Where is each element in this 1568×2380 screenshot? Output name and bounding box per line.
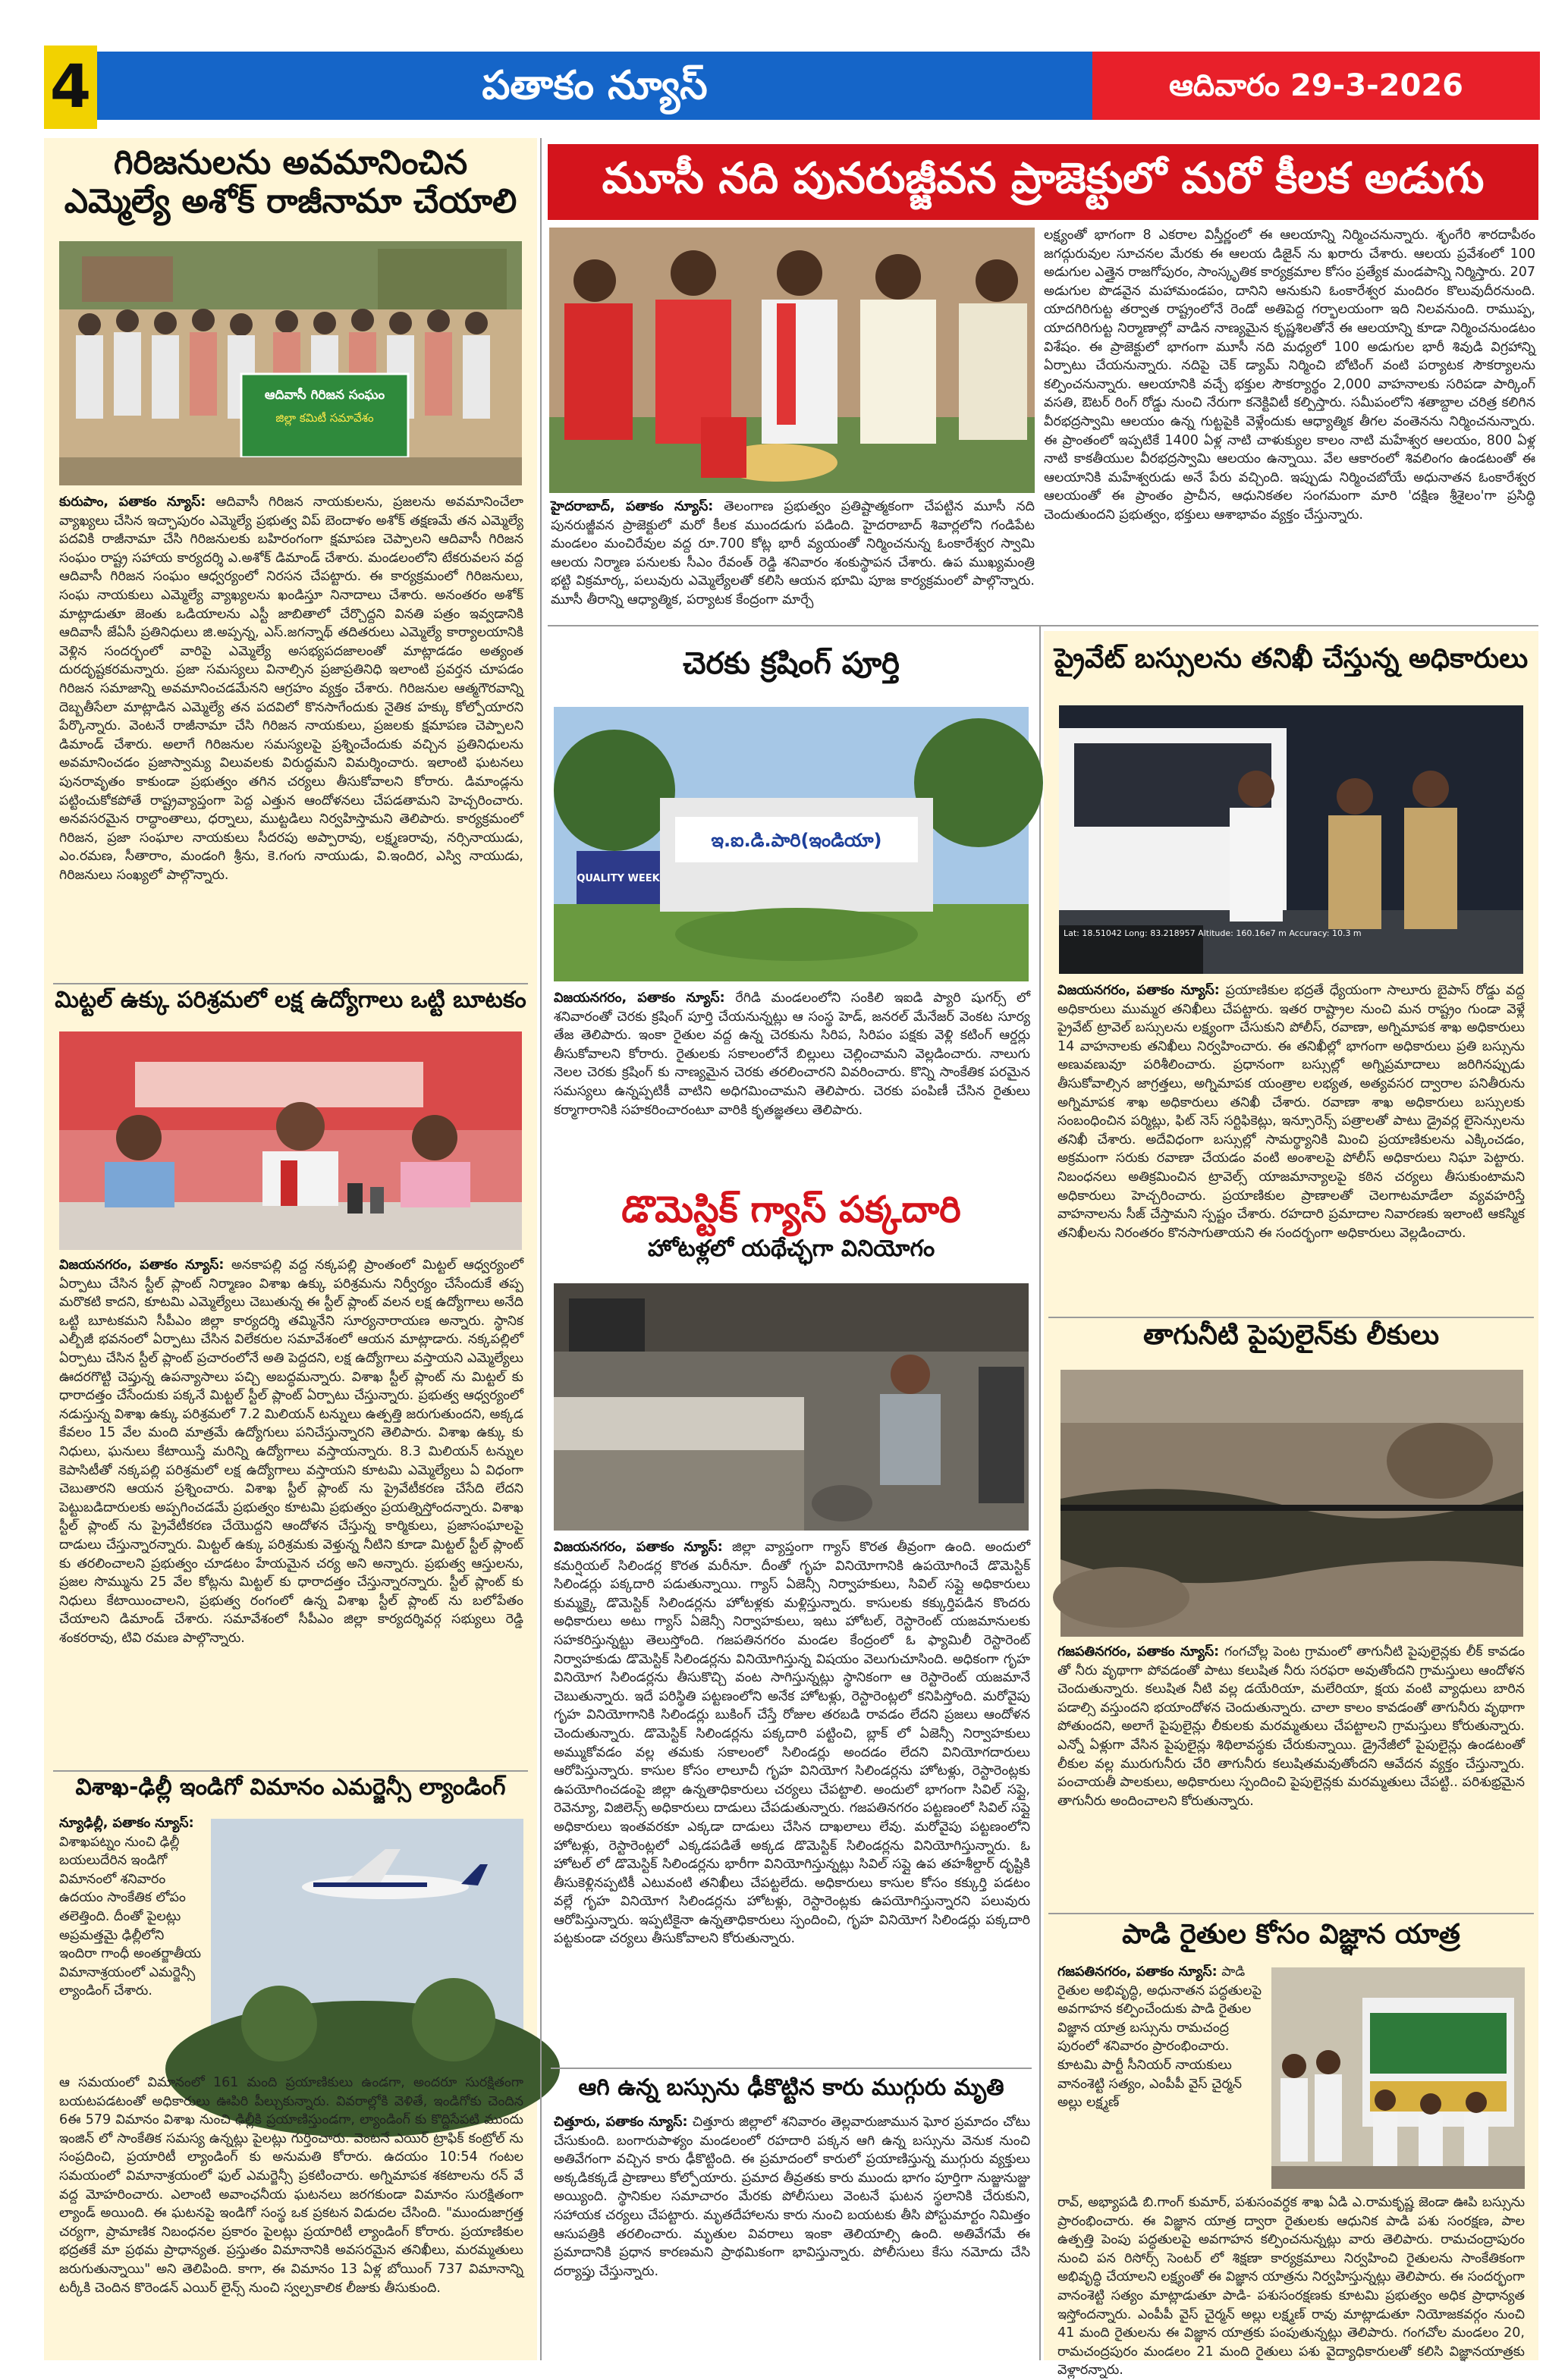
story2-headline: మిట్టల్ ఉక్కు పరిశ్రమలో లక్ష ఉద్యోగాలు ఒట్టి బూటకం (55, 987, 526, 1013)
story1-headline-line2: ఎమ్మెల్యే అశోక్ రాజీనామా చేయాలి (64, 181, 517, 221)
story1-dateline: కురుపాం, పతాకం న్యూస్: (59, 495, 206, 510)
divider (548, 625, 1538, 626)
story3-side (59, 1814, 203, 2072)
paper-name: పతాకం న్యూస్ (482, 63, 708, 108)
story6-subheadline: హోటళ్లలో యథేచ్ఛగా వినియోగం (647, 1236, 935, 1262)
story5-photo (554, 707, 1029, 981)
story2-body (59, 1256, 523, 1764)
banner-text-2: జిల్లా కమిటీ సమావేశం (275, 411, 374, 425)
story4-body-left (551, 498, 1035, 619)
story8-body (1057, 981, 1525, 1312)
geotag-text: Lat: 18.51042 Long: 83.218957 Altitude: 160.16e7 m Accuracy: 10.3 m (1064, 928, 1362, 938)
story9-body (1057, 1643, 1525, 1908)
story1-photo (59, 241, 522, 485)
divider (53, 983, 528, 984)
story4-text: తెలంగాణ ప్రభుత్వం ప్రతిష్టాత్మకంగా చేపట్టిన మూసీ నది పునరుజ్జీవన ప్రాజెక్టులో మరో కీలక ముందడుగు పడింది. హైదరాబాద్ శివార్లలోని గండిపేట మండలం మంచిరేవుల వద్ద రూ.700 కోట్ల భారీ వ్యయంతో నిర్మించనున్న ఓంకారేశ్వర స్వామి ఆలయ నిర్మాణ పనులకు సీఎం రేవంత్ రెడ్డి శనివారం శంకుస్థాపన చేశారు. ఉప ముఖ్యమంత్రి భట్టి విక్రమార్క, పలువురు ఎమ్మెల్యేలతో కలిసి ఆయన భూమి పూజ కార్యక్రమంలో పాల్గొన్నారు. మూసీ తీరాన్ని ఆధ్యాత్మిక, పర్యాటక కేంద్రంగా మార్చే (551, 499, 1035, 608)
story1-headline (53, 144, 528, 221)
story3-headline: విశాఖ-ఢిల్లీ ఇండిగో విమానం ఎమర్జెన్సీ ల్యాండింగ్ (75, 1774, 506, 1801)
story5-dateline: విజయనగరం, పతాకం న్యూస్: (554, 991, 725, 1006)
story8-dateline: విజయనగరం, పతాకం న్యూస్: (1057, 983, 1220, 998)
issue-date: ఆదివారం 29-3-2026 (1168, 68, 1464, 103)
column-divider (540, 138, 542, 2360)
press-meet-photo (59, 1031, 522, 1250)
farmers-yatra-photo (1271, 1967, 1525, 2189)
banner-text-1: ఆదివాసీ గిరిజన సంఘం (264, 388, 385, 403)
story9-dateline: గజపతినగరం, పతాకం న్యూస్: (1057, 1644, 1220, 1659)
story7-text: చిత్తూరు జిల్లాలో శనివారం తెల్లవారుజామున ఘోర ప్రమాదం చోటు చేసుకుంది. బంగారుపాళ్యం మండలంలో రహదారి పక్కన ఆగి ఉన్న బస్సును వెనుక నుంచి అతివేగంగా వచ్చిన కారు ఢీకొట్టింది. ఈ ప్రమాదంలో కారులో ప్రయాణిస్తున్న ముగ్గురు వ్యక్తులు అక్కడికక్కడే ప్రాణాలు కోల్పోయారు. ప్రమాద తీవ్రతకు కారు ముందు భాగం పూర్తిగా నుజ్జునుజ్జు అయ్యింది. స్థానికుల సమాచారం మేరకు పోలీసులు వెంటనే ఘటన స్థలానికి చేరుకుని, సహాయక చర్యలు చేపట్టారు. మృతదేహాలను కారు నుంచి బయటకు తీసి పోస్టుమార్టం నిమిత్తం ఆసుపత్రికి తరలించారు. మృతుల వివరాలు ఇంకా తెలియాల్సి ఉంది. అతివేగమే ఈ ప్రమాదానికి ప్రధాన కారణమని ప్రాథమికంగా భావిస్తున్నారు. పోలీసులు కేసు నమోదు చేసి దర్యాప్తు చేస్తున్నారు. (554, 2115, 1031, 2279)
story4-headline: మూసీ నది పునరుజ్జీవన ప్రాజెక్టులో మరో కీలక అడుగు (602, 154, 1485, 203)
story10-text: రావ్, అభ్యాపడి బి.గాంగ్ కుమార్, పశుసంవర్ధక శాఖ ఏడి ఎ.రామకృష్ణ జెండా ఊపి బస్సును ప్రారంభించారు. ఈ విజ్ఞాన యాత్ర ద్వారా రైతులకు ఆధునిక పాడి పశు సంరక్షణ, పాల ఉత్పత్తి పెంపు పద్ధతులపై అవగాహన కల్పించనున్నట్లు వారు తెలిపారు. రామచంద్రాపురం నుంచి పన రిసోర్స్ సెంటర్ లో శిక్షణా కార్యక్రమాలు నిర్వహించి రైతులను సాంకేతికంగా అభివృద్ధి చేయాలని లక్ష్యంతో ఈ విజ్ఞాన యాత్రను నిర్వహిస్తున్నట్లు తెలిపారు. ఈ సందర్భంగా వానంశెట్టి సత్యం మాట్లాడుతూ పాడి- పశుసంరక్షణకు కూటమి ప్రభుత్వం అధిక ప్రాధాన్యత ఇస్తోందన్నారు. ఎంపీపీ వైస్ చైర్మన్ అల్లు లక్ష్మణ్ రావు మాట్లాడుతూ నియోజకవర్గం నుంచి 41 మంది రైతులను ఈ విజ్ఞాన యాత్రకు పంపుతున్నట్లు తెలిపారు. గంగచోల మండలం 20, రామచంద్రపురం మండలం 21 మంది రైతులు పశు వైద్యాధికారులతో కలిసి విజ్ఞానయాత్రకు వెళ్లారన్నారు. (1057, 2195, 1525, 2378)
story10-side-text: పాడి రైతుల అభివృద్ధి, అధునాతన పద్ధతులపై అవగాహన కల్పించేందుకు పాడి రైతుల విజ్ఞాన యాత్ర బస్సును రామచంద్ర పురంలో శనివారం ప్రారంభించారు. కూటమి పార్టీ సీనియర్ నాయకులు వానంశెట్టి సత్యం, ఎంపీపీ వైస్ చైర్మన్ అల్లు లక్ష్మణ్ (1057, 1964, 1262, 2111)
story6-body (554, 1538, 1030, 2061)
story4-text-right: లక్ష్యంతో భాగంగా 8 ఎకరాల విస్తీర్ణంలో ఈ ఆలయాన్ని నిర్మించనున్నారు. శృంగేరి శారదాపీఠం జగద్గురువుల సూచనల మేరకు ఈ ఆలయ డిజైన్ ను ఖరారు చేశారు. ఆలయ ప్రవేశంలో 100 అడుగుల ఎత్తైన రాజగోపురం, సాంస్కృతిక కార్యక్రమాల కోసం ప్రత్యేక మండపాన్ని నిర్మిస్తారు. 207 అడుగుల పొడవైన మహామండపం, దానిని ఆనుకుని ఓంకారేశ్వర మందిరం కొలువుదీరనుంది. యాదగిరిగుట్ట తర్వాత రాష్ట్రంలోనే రెండో అతిపెద్ద గర్భాలయంగా ఇది నిలవనుంది. రాముప్ప, యాదగిరిగుట్ట నిర్మాణాల్లో వాడిన నాణ్యమైన కృష్ణశిలతోనే ఈ ఆలయాన్ని కూడా నిర్మించనుండటం విశేషం. ఈ ప్రాజెక్టులో భాగంగా మూసీ నది మధ్యలో 100 అడుగుల భారీ శివుడి విగ్రహాన్ని ఏర్పాటు చేయనున్నారు. నదిపై చెక్ డ్యామ్ నిర్మించి బోటింగ్ వంటి పర్యాటక సౌకర్యాలను కల్పించనున్నారు. ఆలయానికి వచ్చే భక్తుల సౌకర్యార్థం 2,000 వాహనాలకు సరిపడా పార్కింగ్ వసతి, ఔటర్ రింగ్ రోడ్డు నుంచి నేరుగా కనెక్టివిటీ కల్పిస్తారు. సమీపంలోని శతాబ్దాల చరిత్ర కలిగిన వీరభద్రస్వామి ఆలయం ఉన్న గుట్టపైకి వెళ్లేందుకు ఆధ్యాత్మిక తీగల వంతెనను నిర్మించనున్నారు. ఈ ప్రాంతంలో ఇప్పటికే 1400 ఏళ్ల నాటి చాళుక్యుల కాలం నాటి మహేశ్వర ఆలయం, 800 ఏళ్ల నాటి కాకతీయుల వీరభద్రస్వామి ఆలయం ఉన్నాయి. వేల ఆకారంలో శివలింగం ఉండటంతో ఈ ఆలయానికి మహేశ్వరుడు అనే పేరు వచ్చింది. ఇప్పుడు నిర్మించబోయే అధునాతన ఓంకారేశ్వర ఆలయంతో ఈ ప్రాంతం ప్రాచీన, ఆధునికతల సంగమంగా మారి 'దక్షిణ శ్రీశైలం'గా ప్రసిద్ధి చెందుతుందని ప్రభుత్వం, భక్తులు ఆశాభావం వ్యక్తం చేస్తున్నారు. (1044, 228, 1535, 523)
divider (53, 1770, 528, 1772)
pipeline-leak-photo (1061, 1370, 1523, 1637)
story2-photo (59, 1031, 522, 1250)
story9-photo (1061, 1370, 1523, 1637)
factory-board-text: ఇ.ఐ.డి.పారి(ఇండియా) (711, 830, 882, 851)
story1-text: ఆదివాసీ గిరిజన నాయకులను, ప్రజలను అవమానించేలా వ్యాఖ్యలు చేసిన ఇచ్ఛాపురం ఎమ్మెల్యే ప్రభుత్వ విప్ బెందాళం అశోక్ తక్షణమే తన ఎమ్మెల్యే పదవికి రాజీనామా చేసి గిరిజనులకు బహిరంగంగా క్షమాపణ చెప్పాలని ఆదివాసీ గిరిజన సంఘం రాష్ట్ర సహాయ కార్యదర్శి ఎ.అశోక్ డిమాండ్ చేశారు. మండలంలోని టేకరువలస వద్ద ఆదివాసీ గిరిజన సంఘం ఆధ్వర్యంలో నిరసన చేపట్టారు. ఈ కార్యక్రమంలో గిరిజనులు, సంఘ నాయకులు ఎమ్మెల్యే వ్యాఖ్యలను ఖండిస్తూ నినాదాలు చేశారు. అనంతరం అశోక్ మాట్లాడుతూ జెంతు ఒడియాలను ఎస్టీ జాబితాలో చేర్చొద్దని వినతి పత్రం ఇవ్వడానికి ఆదివాసీ జేఏసీ ప్రతినిధులు జి.అప్పన్న, ఎస్.జగన్నాథ్ తదితరులు ఎమ్మెల్యే కార్యాలయానికి వెళ్లిన సందర్భంలో వారిపై ఎమ్మెల్యే అసభ్యపదజాలంతో మాట్లాడడం అత్యంత దురదృష్టకరమన్నారు. ప్రజా సమస్యలు వినాల్సిన ప్రజాప్రతినిధి ఇలాంటి ప్రవర్తన చూపడం గిరిజన సమాజాన్ని అవమానించడమేనని ఆగ్రహం వ్యక్తం చేశారు. గిరిజనుల ఆత్మగౌరవాన్ని దెబ్బతీసేలా మాట్లాడిన ఎమ్మెల్యే తన పదవిలో కొనసాగేందుకు నైతిక హక్కు కోల్పోయారని పేర్కొన్నారు. వెంటనే రాజీనామా చేసి గిరిజన నాయకులు, ప్రజలకు క్షమాపణ చెప్పాలని డిమాండ్ చేశారు. అలాగే గిరిజనుల సమస్యలపై ప్రశ్నించేందుకు వచ్చిన ప్రతినిధులను అవమానించడం ప్రజాస్వామ్య విలువలకు విరుద్ధమని విమర్శించారు. ఇలాంటి ఘటనలు పునరావృతం కాకుండా ప్రభుత్వం తగిన చర్యలు తీసుకోవాలని కోరారు. డిమాండ్లను పట్టించుకోకపోతే రాష్ట్రవ్యాప్తంగా పెద్ద ఎత్తున ఆందోళనలు చేపడతామని హెచ్చరించారు. అనవసరమైన రాద్ధాంతాలు, ధర్నాలు, ముట్టడిలు నిర్వహిస్తామని తెలిపారు. కార్యక్రమంలో గిరిజన, ప్రజా సంఘాల నాయకులు సీదరపు అప్పారావు, లక్ష్మణరావు, నర్సినాయుడు, ఎం.రమణ, సీతారాం, మండంగి శ్రీను, కె.గంగు నాయుడు, వి.ఇందిర, ఎస్వి నాయుడు, గిరిజనులు సంఖ్యలో పాల్గొన్నారు. (59, 495, 523, 883)
story6-headline: డొమెస్టిక్ గ్యాస్ పక్కదారి (621, 1188, 961, 1231)
story2-dateline: విజయనగరం, పతాకం న్యూస్: (59, 1258, 225, 1273)
story3-photo (211, 1819, 523, 2066)
story8-headline: ప్రైవేట్ బస్సులను తనిఖీ చేస్తున్న అధికారులు (1054, 643, 1529, 674)
story3-dateline: న్యూఢిల్లీ, పతాకం న్యూస్: (59, 1816, 194, 1831)
protest-photo (59, 241, 522, 485)
page-number: 4 (44, 46, 97, 129)
story5-headline: చెరకు క్రషింగ్ పూర్తి (683, 646, 900, 681)
story8-photo (1059, 705, 1523, 974)
story10-side (1057, 1963, 1262, 2190)
divider (1048, 1317, 1534, 1318)
story3-side-text: విశాఖపట్నం నుంచి ఢిల్లీ బయలుదేరిన ఇండిగో విమానంలో శనివారం ఉదయం సాంకేతిక లోపం తలెత్తింది. దీంతో పైలట్లు అప్రమత్తమై ఢిల్లీలోని ఇందిరా గాంధీ అంతర్జాతీయ విమానాశ్రయంలో ఎమర్జెన్సీ ల్యాండింగ్ చేశారు. (59, 1834, 202, 1999)
story4-body-right (1044, 226, 1535, 619)
divider (1048, 1913, 1534, 1914)
story7-dateline: చిత్తూరు, పతాకం న్యూస్: (554, 2115, 688, 2130)
sugar-factory-photo (554, 707, 1029, 981)
temple-ceremony-photo (549, 228, 1035, 493)
story6-photo (554, 1283, 1029, 1531)
story2-text: అనకాపల్లి వద్ద నక్కపల్లి ప్రాంతంలో మిట్టల్ ఆధ్వర్యంలో ఏర్పాటు చేసిన స్టీల్ ప్లాంట్ నిర్మాణం విశాఖ ఉక్కు పరిశ్రమను నిర్వీర్యం చేసేందుకే తప్ప మరొకటి కాదని, కూటమి ఎమ్మెల్యేలు చెబుతున్న ఈ స్టీల్ ప్లాంట్ వలన లక్ష ఉద్యోగాలు అనేది ఒట్టి బూటకమని సీపీఎం జిల్లా కార్యదర్శి తమ్మినేని సూర్యనారాయణ అన్నారు. స్థానిక ఎల్బీజీ భవనంలో ఏర్పాటు చేసిన విలేకరుల సమావేశంలో ఆయన మాట్లాడారు. నక్కపల్లిలో ఏర్పాటు చేసిన స్టీల్ ప్లాంట్ ప్రచారంలోనే అతి పెద్దదని, లక్ష ఉద్యోగాలు వస్తాయని ఎమ్మెల్యేలు ఊదరగొట్టి చెప్తున్న ఉపన్యాసాలు పచ్చి అబద్ధమన్నారు. విశాఖ స్టీల్ ప్లాంట్ ను మిట్టల్ కు ధారాదత్తం చేసేందుకు పక్కనే మిట్టల్ స్టీల్ ప్లాంట్ ఏర్పాటు చేస్తున్నారు. ప్రభుత్వ ఆధ్వర్యంలో నడుస్తున్న విశాఖ ఉక్కు పరిశ్రమలో 7.2 మిలియన్ టన్నులు ఉత్పత్తి జరుగుతుందని, అక్కడ కేవలం 15 వేల మంది మాత్రమే ఉద్యోగులు పనిచేస్తున్నారని తెలిపారు. విశాఖ ఉక్కు కు నిధులు, ఘనులు కేటాయిస్తే మరిన్ని ఉద్యోగాలు వస్తాయన్నారు. 8.3 మిలియన్ టన్నుల కెపాసిటీతో నక్కపల్లి పరిశ్రమలో లక్ష ఉద్యోగాలు వస్తాయని కూటమి ఎమ్మెల్యేలు ఏ విధంగా చెబుతారని ఆయన ప్రశ్నించారు. విశాఖ స్టీల్ ప్లాంట్ ను ప్రైవేటీకరణ చేసేది లేదని పెట్టుబడిదారులకు అప్పగించడమే ప్రభుత్వం కూటమి ప్రభుత్వం ప్రయత్నిస్తోందన్నారు. విశాఖ స్టీల్ ప్లాంట్ ను ప్రైవేటీకరణ చేయొద్దని ఆందోళన చేస్తున్న కార్మికులు, ప్రజాసంఘాలపై దాడులు చేస్తున్నారన్నారు. మిట్టల్ ఉక్కు పరిశ్రమకు వెళ్తున్న నీటిని కూడా మిట్టల్ స్టీల్ ప్లాంట్ కు తరలించాలని ప్రభుత్వం చూడటం హేయమైన చర్య అని అన్నారు. ప్రభుత్వ ఆస్తులను, ప్రజల సొమ్మును 25 వేల కోట్లను మిట్టల్ కు ధారాదత్తం చేస్తున్నారన్నారు. స్టీల్ ప్లాంట్ కు నిధులు కేటాయించాలని, ప్రభుత్వ రంగంలో ఉన్న విశాఖ స్టీల్ ప్లాంట్ ను బలోపేతం చేయాలని డిమాండ్ చేశారు. సమావేశంలో సీపీఎం జిల్లా కార్యదర్శివర్గ సభ్యులు రెడ్డి శంకరరావు, టివి రమణ పాల్గొన్నారు. (59, 1258, 523, 1646)
airplane-photo (211, 1819, 523, 2066)
story6-dateline: విజయనగరం, పతాకం న్యూస్: (554, 1540, 723, 1555)
story7-headline: ఆగి ఉన్న బస్సును ఢీకొట్టిన కారు ముగ్గురు మృతి (578, 2074, 1004, 2101)
story8-text: ప్రయాణికుల భద్రతే ధ్యేయంగా సాలూరు బైపాస్ రోడ్డు వద్ద అధికారులు ముమ్మర తనిఖీలు చేపట్టారు. ఇతర రాష్ట్రాల నుంచి మన రాష్ట్రం గుండా వెళ్లే ప్రైవేట్ ట్రావెల్ బస్సులను లక్ష్యంగా చేసుకుని పోలీస్, రవాణా, అగ్నిమాపక శాఖ అధికారులు 14 వాహనాలకు తనిఖీలు నిర్వహించారు. ఈ తనిఖీల్లో భాగంగా అధికారులు ప్రతి బస్సును అణువణువూ పరిశీలించారు. ప్రధానంగా బస్సుల్లో అగ్నిప్రమాదాలు జరిగినప్పుడు తీసుకోవాల్సిన జాగ్రత్తలు, అగ్నిమాపక యంత్రాల లభ్యత, అత్యవసర ద్వారాల పనితీరును అగ్నిమాపక శాఖ అధికారులు తనిఖీ చేశారు. రవాణా శాఖ అధికారులు బస్సులకు సంబంధించిన పర్మిట్లు, ఫిట్ నెస్ సర్టిఫికెట్లు, ఇన్సూరెన్స్ పత్రాలతో పాటు డ్రైవర్ల లైసెన్సులను తనిఖీ చేశారు. అదేవిధంగా బస్సుల్లో సామర్థ్యానికి మించి ప్రయాణికులను ఎక్కించడం, అక్రమంగా సరుకు రవాణా చేయడం వంటి అంశాలపై పోలీస్ అధికారులు నిఘా పెట్టారు. నిబంధనలు అతిక్రమించిన ట్రావెల్స్ యాజమాన్యాలపై కఠిన చర్యలు తీసుకుంటామని అధికారులు హెచ్చరించారు. ప్రయాణికుల ప్రాణాలతో చెలగాటమాడేలా వ్యవహరిస్తే వాహనాలను సీజ్ చేస్తామని స్పష్టం చేశారు. రహదారి ప్రమాదాల నివారణకు ఇలాంటి ఆకస్మిక తనిఖీలను నిరంతరం కొనసాగుతాయని ఈ సందర్భంగా అధికారులు వెల్లడించారు. (1057, 983, 1525, 1241)
story10-dateline: గజపతినగరం, పతాకం న్యూస్: (1057, 1964, 1218, 1980)
story7-body (554, 2113, 1030, 2356)
quality-week-text: QUALITY WEEK (577, 873, 660, 884)
story3-text: ఆ సమయంలో విమానంలో 161 మంది ప్రయాణికులు ఉండగా, అందరూ సురక్షితంగా బయటపడటంతో అధికారులు ఊపిరి పీల్చుకున్నారు. వివరాల్లోకి వెళితే, ఇండిగోకు చెందిన 6ఈ 579 విమానం విశాఖ నుంచి ఢిల్లీకి ప్రయాణిస్తుండగా, ల్యాండింగ్ కు కొద్దిసేపటి ముందు ఇంజిన్ లో సాంకేతిక సమస్య ఉన్నట్లు పైలట్లు గుర్తించారు. వెంటనే ఎయిర్ ట్రాఫిక్ కంట్రోల్ ను సంప్రదించి, ప్రయారిటీ ల్యాండింగ్ కు అనుమతి కోరారు. ఉదయం 10:54 గంటల సమయంలో విమానాశ్రయంలో ఫుల్ ఎమర్జెన్సీ ప్రకటించారు. అగ్నిమాపక శకటాలను రన్ వే వద్ద మోహరించారు. ఎలాంటి అవాంఛనీయ ఘటనలు జరగకుండా విమానం సురక్షితంగా ల్యాండ్ అయింది. ఈ ఘటనపై ఇండిగో సంస్థ ఒక ప్రకటన విడుదల చేసింది. "ముందుజాగ్రత్త చర్యగా, ప్రామాణిక నిబంధనల ప్రకారం పైలట్లు ప్రయారిటీ ల్యాండింగ్ కోరారు. ప్రయాణికుల భద్రతకే మా ప్రథమ ప్రాధాన్యత. ప్రస్తుతం విమానానికి అవసరమైన తనిఖీలు, మరమ్మతులు జరుగుతున్నాయి" అని తెలిపింది. కాగా, ఈ విమానం 13 ఏళ్ల బోయింగ్ 737 విమానాన్ని టర్కీకి చెందిన కొరెండన్ ఎయిర్ లైన్స్ నుంచి స్వల్పకాలిక లీజుకు తీసుకుంది. (59, 2075, 523, 2296)
hotel-kitchen-photo (554, 1283, 1029, 1531)
story1-headline-line1: గిరిజనులను అవమానించిన (113, 143, 468, 182)
column-divider (1039, 625, 1041, 2360)
story9-headline: తాగునీటి పైపులైన్‌కు లీకులు (1142, 1320, 1440, 1351)
story5-body (554, 989, 1030, 1183)
divider (551, 2068, 1032, 2069)
story9-text: గంగచోల్ల పెంట గ్రామంలో తాగునీటి పైపులైన్లకు లీక్ కావడం తో నీరు వృథాగా పోవడంతో పాటు కలుషిత నీరు సరఫరా అవుతోందని గ్రామస్తులు ఆందోళన చెందుతున్నారు. కలుషిత నీటి వల్ల డయేరియా, మలేరియా, క్షయ వంటి వ్యాధులు బారిన పడాల్సి వస్తుందని భయాందోళన చెందుతున్నారు. చాలా కాలం కావడంతో తాగునీరు వృథాగా పోతుందని, అలాగే పైపులైన్లు లీకులకు మరమ్మతులు చేపట్టాలని గ్రామస్తులు కోరుతున్నారు. ఎన్నో ఏళ్లుగా వేసిన పైపులైన్లు శిథిలావస్థకు చేరుకున్నాయి. డ్రైనేజీలో పైపులైన్లు ఉండటంతో లీకుల వల్ల మురుగునీరు చేరి తాగునీరు కలుషితమవుతోందని ఆవేదన వ్యక్తం చేస్తున్నారు. పంచాయతీ పాలకులు, అధికారులు స్పందించి పైపులైన్లకు మరమ్మతులు చేపట్టి.. పరిశుభ్రమైన తాగునీరు అందించాలని కోరుతున్నారు. (1057, 1644, 1526, 1809)
story6-text: జిల్లా వ్యాప్తంగా గ్యాస్ కొరత తీవ్రంగా ఉంది. అందులో కమర్షియల్ సిలిండర్ల కొరత మరీనూ. దీంతో గృహ వినియోగానికి ఉపయోగించే డొమెస్టిక్ సిలిండర్లు పక్కదారి పడుతున్నాయి. గ్యాస్ ఏజెన్సీ నిర్వాహకులు, సివిల్ సప్లై అధికారులు కుమ్మక్కై డొమెస్టిక్ సిలిండర్లను హోటళ్లకు మళ్లిస్తున్నారు. కాసులకు కక్కుర్తిపడిన కొందరు అధికారులు అటు గ్యాస్ ఏజెన్సీ నిర్వాహకులు, ఇటు హోటల్, రెస్టారెంట్ యజమానులకు సహకరిస్తున్నట్టు తెలుస్తోంది. గజపతినగరం మండల కేంద్రంలో ఓ ఫ్యామిలీ రెస్టారెంట్ నిర్వాహకుడు డొమెస్టిక్ సిలిండర్లను వినియోగిస్తున్న విషయం వెలుగుచూసింది. అధికంగా గృహ వినియోగ సిలిండర్లను తీసుకొచ్చి వంట సాగిస్తున్నట్లు స్థానికంగా ఆ రెస్టారెంట్ యజమానే చెబుతున్నారు. ఇదే పరిస్థితి పట్టణంలోని అనేక హోటళ్లు, రెస్టారెంట్లలో కనిపిస్తోంది. మరోవైపు గృహ వినియోగానికి సిలిండర్లు బుకింగ్ చేస్తే రోజుల తరబడి రావడం లేదని ప్రజలు ఆందోళన చెందుతున్నారు. డొమెస్టిక్ సిలిండర్లను పక్కదారి పట్టించి, బ్లాక్ లో ఏజెన్సీ నిర్వాహకులు అమ్ముకోవడం వల్ల తమకు సకాలంలో సిలిండర్లు అందడం లేదని వినియోగదారులు ఆరోపిస్తున్నారు. కాసుల కోసం లాలూచీ గృహ వినియోగ సిలిండర్లను హోటళ్లు, రెస్టారెంట్లకు ఉపయోగించడంపై జిల్లా ఉన్నతాధికారులు చర్యలు చేపట్టాలి. అందులో భాగంగా సివిల్ సప్లై, రెవెన్యూ, విజిలెన్స్ అధికారులు దాడులు చేపడుతున్నారు. గజపతినగరం పట్టణంలో సివిల్ సప్లై అధికారులు ఇంతవరకూ ఎక్కడా దాడులు చేసిన దాఖలాలు లేవు. మరోవైపు పట్టణంలోని హోటళ్లు, రెస్టారెంట్లలో ఎక్కడపడితే అక్కడ డొమెస్టిక్ సిలిండర్లను వినియోగిస్తున్నారు. ఓ హోటల్ లో డొమెస్టిక్ సిలిండర్లను భారీగా వినియోగిస్తున్నట్లు సివిల్ సప్లై ఉప తహశీల్దార్ దృష్టికి తీసుకెళ్లినప్పటికీ ఎటువంటి తనిఖీలు చేపట్టలేదు. అధికారులు కాసుల కోసం కక్కుర్తి పడటం వల్లే గృహ వినియోగ సిలిండర్లను హోటళ్లు, రెస్టారెంట్లకు ఉపయోగిస్తున్నారని పలువురు ఆరోపిస్తున్నారు. ఇప్పటికైనా ఉన్నతాధికారులు స్పందించి, గృహ వినియోగ సిలిండర్లు పక్కదారి పట్టకుండా చర్యలు తీసుకోవాలని కోరుతున్నారు. (554, 1540, 1030, 1947)
story5-text: రేగిడి మండలంలోని సంకిలి ఇఐడి ప్యారి షుగర్స్ లో శనివారంతో చెరకు క్రషింగ్ పూర్తి చేయనున్నట్లు ఆ సంస్థ హెడ్, జనరల్ మేనేజర్ వెంకట సూర్య తేజ తెలిపారు. ఇంకా రైతుల వద్ద ఉన్న చెరకును సిరిప, సిరిపం పక్షకు వెళ్లి కటింగ్ ఆర్డర్లు తీసుకోవాలని కోరారు. రైతులకు సకాలంలోనే బిల్లులు చెల్లించామని వెల్లడించారు. నాలుగు నెలల చెరకు క్రషింగ్ కు నాణ్యమైన చెరకు తరలించారని వివరించారు. కొన్ని సాంకేతిక పరమైన సమస్యలు ఉన్నప్పటికీ వాటిని అధిగమించామని తెలిపారు. చెరకు పంపిణీ చేసిన రైతులు కర్మాగారానికి సహకరించారంటూ వారికి కృతజ్ఞతలు తెలిపారు. (554, 991, 1030, 1118)
story4-photo (549, 228, 1035, 493)
story3-body (59, 2074, 523, 2354)
story4-dateline: హైదరాబాద్, పతాకం న్యూస్: (551, 499, 714, 514)
bus-inspection-photo (1059, 705, 1523, 974)
date-bar (1092, 52, 1540, 120)
story10-photo (1271, 1967, 1525, 2189)
story10-body (1057, 2193, 1525, 2378)
paper-name-bar (97, 52, 1092, 120)
story1-body (59, 493, 523, 978)
story10-headline: పాడి రైతుల కోసం విజ్ఞాన యాత్ర (1122, 1919, 1460, 1950)
